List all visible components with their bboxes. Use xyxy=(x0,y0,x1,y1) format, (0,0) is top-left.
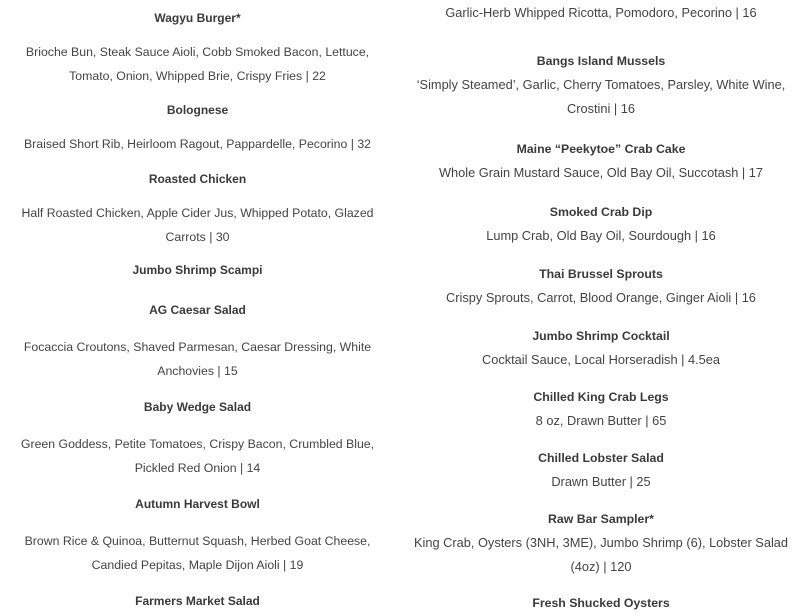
item-name: Raw Bar Sampler* xyxy=(548,512,654,526)
menu-item xyxy=(0,167,395,249)
item-name: Smoked Crab Dip xyxy=(549,205,653,219)
item-description: Brioche Bun, Steak Sauce Aioli, Cobb Smoked Bacon, Lettuce, Tomato, Onion, Whipped Brie, Crispy Fries | 22 xyxy=(25,45,370,83)
menu-item xyxy=(402,446,800,494)
item-description: 8 oz, Drawn Butter | 65 xyxy=(535,413,667,428)
item-name: Fresh Shucked Oysters xyxy=(532,596,670,610)
item-description: Whole Grain Mustard Sauce, Old Bay Oil, Succotash | 17 xyxy=(438,165,764,180)
item-name: Maine “Peekytoe” Crab Cake xyxy=(516,142,686,156)
item-description: Green Goddess, Petite Tomatoes, Crispy Bacon, Crumbled Blue, Pickled Red Onion | 14 xyxy=(20,437,375,475)
item-name: Baby Wedge Salad xyxy=(143,400,252,414)
item-description: King Crab, Oysters (3NH, 3ME), Jumbo Shrimp (6), Lobster Salad (4oz) | 120 xyxy=(413,535,789,574)
item-name: Chilled Lobster Salad xyxy=(538,451,664,465)
item-description: Garlic-Herb Whipped Ricotta, Pomodoro, Pecorino | 16 xyxy=(445,5,757,20)
item-name: Jumbo Shrimp Scampi xyxy=(132,263,263,277)
item-description: Focaccia Croutons, Shaved Parmesan, Caesar Dressing, White Anchovies | 15 xyxy=(23,340,372,378)
menu-pane-salads xyxy=(0,292,395,608)
menu-item xyxy=(0,589,395,613)
menu-item xyxy=(0,258,395,282)
menu-item xyxy=(0,395,395,480)
item-name: Autumn Harvest Bowl xyxy=(135,497,260,511)
menu-item xyxy=(402,324,800,372)
menu-item xyxy=(402,137,800,185)
item-description: Brown Rice & Quinoa, Butternut Squash, Herbed Goat Cheese, Candied Pepitas, Maple Dijon Aioli | 19 xyxy=(24,534,371,572)
item-name: Jumbo Shrimp Cocktail xyxy=(532,329,670,343)
menu-pane-raw-bar xyxy=(402,305,800,610)
menu-item xyxy=(0,298,395,383)
item-description: ‘Simply Steamed’, Garlic, Cherry Tomatoes, Parsley, White Wine, Crostini | 16 xyxy=(416,77,786,116)
menu-item xyxy=(402,49,800,121)
item-name: Farmers Market Salad xyxy=(135,594,260,608)
menu-item xyxy=(402,591,800,615)
menu-pane-starters xyxy=(402,0,800,305)
menu-item xyxy=(402,385,800,433)
menu-item xyxy=(402,262,800,310)
menu-item xyxy=(0,6,395,88)
item-description: Drawn Butter | 25 xyxy=(551,474,651,489)
menu-item xyxy=(402,200,800,248)
item-description: Cocktail Sauce, Local Horseradish | 4.5ea xyxy=(481,352,721,367)
item-name: Thai Brussel Sprouts xyxy=(539,267,663,281)
menu-item xyxy=(0,98,395,156)
item-name: Chilled King Crab Legs xyxy=(533,390,669,404)
item-description: Lump Crab, Old Bay Oil, Sourdough | 16 xyxy=(486,228,716,243)
menu-item xyxy=(0,492,395,577)
item-name: Bolognese xyxy=(166,103,229,117)
item-name: AG Caesar Salad xyxy=(149,303,246,317)
item-description: Braised Short Rib, Heirloom Ragout, Pappardelle, Pecorino | 32 xyxy=(23,137,371,151)
menu-item xyxy=(402,0,800,25)
item-description: Crispy Sprouts, Carrot, Blood Orange, Ginger Aioli | 16 xyxy=(446,290,756,305)
item-description: Half Roasted Chicken, Apple Cider Jus, Whipped Potato, Glazed Carrots | 30 xyxy=(21,206,374,244)
menu-item xyxy=(402,507,800,579)
item-name: Wagyu Burger* xyxy=(154,11,241,25)
item-name: Bangs Island Mussels xyxy=(536,54,666,68)
item-name: Roasted Chicken xyxy=(148,172,247,186)
menu-pane-entrees xyxy=(0,0,395,292)
